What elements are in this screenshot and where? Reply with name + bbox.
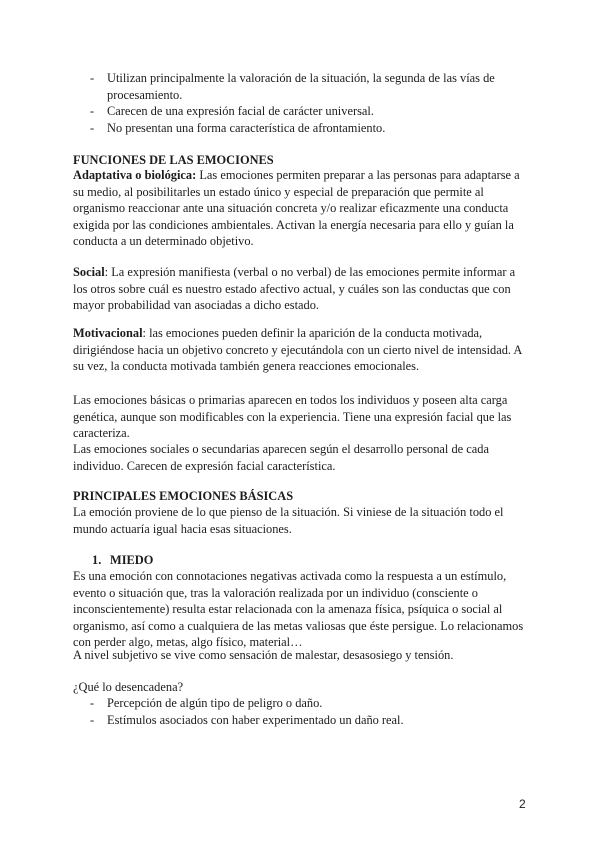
list-item bbox=[73, 712, 528, 729]
miedo-heading bbox=[92, 552, 153, 569]
miedo-paragraph: Es una emoción con connotaciones negativas activada como la respuesta a un estímulo, evento o situación que, tras la valoración realizada por un individuo (consciente o inconscientemente) resulta estar relacionada con la amenaza física, psíquica o social al organismo, así como a cualquiera de las metas valiosas que éste persigue. Lo relacionamos con perder algo, metas, algo físico, material… bbox=[73, 569, 524, 649]
funciones-heading: FUNCIONES DE LAS EMOCIONES bbox=[73, 153, 274, 167]
social-text: : La expresión manifiesta (verbal o no verbal) de las emociones permite informar a los otros sobre cuál es nuestro estado afectivo actual, y cuáles son las conductas que con mayor probabilidad van asociadas a dicho estado. bbox=[73, 265, 516, 312]
bullet-text: Percepción de algún tipo de peligro o daño. bbox=[107, 696, 323, 710]
miedo-question: ¿Qué lo desencadena? bbox=[73, 680, 184, 694]
list-item bbox=[73, 70, 528, 103]
social-term: Social bbox=[73, 265, 105, 279]
bullet-dash: - bbox=[90, 120, 95, 135]
bullet-dash: - bbox=[90, 712, 95, 727]
bullet-text: Utilizan principalmente la valoración de la situación, la segunda de las vías de procesamiento. bbox=[107, 71, 495, 102]
triggers-list bbox=[73, 695, 528, 728]
basicas-paragraph: Las emociones básicas o primarias aparecen en todos los individuos y poseen alta carga genética, aunque son modificables con la experiencia. Tiene una expresión facial que las caracteriza. bbox=[73, 393, 512, 440]
miedo-subjetivo: A nivel subjetivo se vive como sensación de malestar, desasosiego y tensión. bbox=[73, 648, 454, 662]
motivacional-paragraph bbox=[73, 325, 528, 375]
bullet-text: No presentan una forma característica de afrontamiento. bbox=[107, 120, 386, 135]
motivacional-term: Motivacional bbox=[73, 326, 143, 340]
motivacional-text: : las emociones pueden definir la aparición de la conducta motivada, dirigiéndose hacia un objetivo concreto y ejecutándola con un cierto nivel de intensidad. A su vez, la conducta motivada también genera reacciones emocionales. bbox=[73, 326, 522, 373]
page-number: 2 bbox=[519, 797, 526, 811]
miedo-number: 1. bbox=[92, 553, 102, 567]
intro-bullet-list bbox=[73, 70, 528, 136]
list-item bbox=[73, 103, 528, 120]
bullet-dash: - bbox=[90, 104, 95, 118]
miedo-title: MIEDO bbox=[110, 553, 154, 567]
adaptativa-paragraph bbox=[73, 167, 528, 250]
social-paragraph bbox=[73, 264, 528, 314]
adaptativa-term: Adaptativa o biológica: bbox=[73, 168, 197, 182]
adaptativa-text: Las emociones permiten preparar a las personas para adaptarse a su medio, al posibilitarles un estado único y especial de preparación que permite al organismo reaccionar ante una situación concreta y/o realizar eficazmente una conducta exigida por las condiciones ambientales. Activan la energía necesaria para ello y guían la conducta a un determinado objetivo. bbox=[73, 168, 520, 248]
principales-heading: PRINCIPALES EMOCIONES BÁSICAS bbox=[73, 489, 294, 503]
bullet-dash: - bbox=[90, 696, 95, 710]
bullet-dash: - bbox=[90, 71, 95, 85]
principales-paragraph: La emoción proviene de lo que pienso de la situación. Si viniese de la situación todo el mundo actuaría igual hacia esas situaciones. bbox=[73, 505, 504, 536]
sociales-paragraph: Las emociones sociales o secundarias aparecen según el desarrollo personal de cada individuo. Carecen de expresión facial característica. bbox=[73, 442, 489, 473]
bullet-text: Estímulos asociados con haber experimentado un daño real. bbox=[107, 712, 404, 727]
list-item bbox=[73, 120, 528, 137]
list-item bbox=[73, 695, 528, 712]
bullet-text: Carecen de una expresión facial de carácter universal. bbox=[107, 104, 374, 118]
